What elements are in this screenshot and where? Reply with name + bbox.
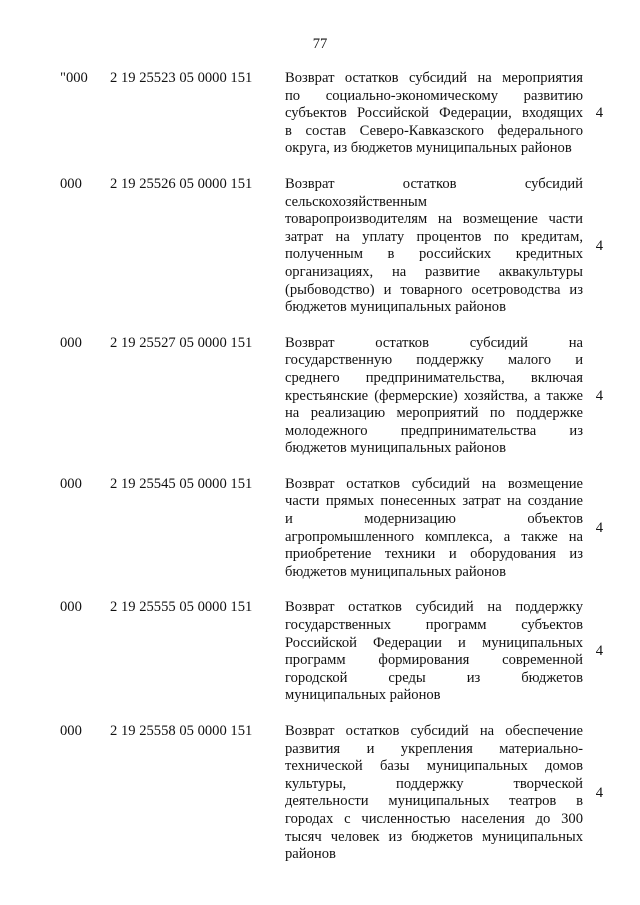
- description-line: Возврат остатков субсидий на обеспечение: [285, 723, 583, 739]
- table-row: [60, 599, 610, 705]
- description-line: районов: [285, 846, 336, 863]
- column-value: 4: [595, 237, 603, 254]
- description-line: бюджетов муниципальных районов: [285, 299, 506, 316]
- description-line: государственную поддержку малого и: [285, 352, 583, 369]
- description: [285, 599, 583, 705]
- description: [285, 70, 583, 158]
- budget-code: 2 19 25523 05 0000 151: [110, 70, 253, 86]
- description-line: на реализацию мероприятий по поддержке: [285, 405, 583, 422]
- description-line: Российской Федерации и муниципальных: [285, 634, 583, 651]
- description-line: субъектов Российской Федерации, входящих: [285, 105, 583, 122]
- description-line: муниципальных районов: [285, 687, 441, 704]
- description-line: городской среды из бюджетов: [285, 669, 583, 686]
- description: [285, 176, 583, 317]
- column-value: 4: [595, 784, 603, 801]
- description-line: по социально-экономическому развитию: [285, 87, 583, 104]
- table-row: [60, 335, 610, 458]
- description-line: Возврат остатков субсидий на мероприятия: [285, 70, 583, 86]
- description-line: Возврат остатков субсидий: [285, 175, 583, 192]
- description-line: и модернизацию объектов: [285, 511, 583, 528]
- table-row: [60, 723, 610, 864]
- description-line: культуры, поддержку творческой: [285, 775, 583, 792]
- admin-code: 000: [60, 175, 82, 192]
- description-line: развития и укрепления материально-: [285, 740, 583, 757]
- admin-code: "000: [60, 70, 88, 86]
- column-value: 4: [595, 519, 603, 536]
- description-line: приобретение техники и оборудования из: [285, 546, 583, 563]
- description-line: в состав Северо-Кавказского федерального: [285, 122, 583, 139]
- description-line: деятельности муниципальных театров в: [285, 793, 583, 810]
- admin-code: 000: [60, 723, 82, 739]
- description-line: молодежного предпринимательства из: [285, 422, 583, 439]
- admin-code: 000: [60, 475, 82, 492]
- description-line: Возврат остатков субсидий на: [285, 334, 583, 351]
- table-row: [60, 70, 610, 158]
- budget-code: 2 19 25526 05 0000 151: [110, 175, 253, 192]
- description-line: бюджетов муниципальных районов: [285, 563, 506, 580]
- description-line: товаропроизводителям на возмещение части: [285, 211, 583, 228]
- description-line: крестьянские (фермерские) хозяйства, а также: [285, 387, 583, 404]
- description-line: тысяч человек из бюджетов муниципальных: [285, 828, 583, 845]
- budget-code: 2 19 25527 05 0000 151: [110, 334, 253, 351]
- description-line: Возврат остатков субсидий на поддержку: [285, 599, 583, 616]
- description-line: агропромышленного комплекса, а также на: [285, 528, 583, 545]
- table-row: [60, 176, 610, 317]
- column-value: 4: [595, 387, 603, 404]
- column-value: 4: [595, 643, 603, 660]
- description-line: (рыбоводство) и товарного осетроводства из: [285, 281, 583, 298]
- description-line: округа, из бюджетов муниципальных районов: [285, 140, 572, 157]
- page-number: 77: [312, 36, 328, 52]
- description-line: полученным в российских кредитных: [285, 246, 583, 263]
- description: [285, 723, 583, 864]
- description-line: технической базы муниципальных домов: [285, 758, 583, 775]
- description: [285, 476, 583, 582]
- description-line: бюджетов муниципальных районов: [285, 440, 506, 457]
- description-line: затрат на уплату процентов по кредитам,: [285, 228, 583, 245]
- column-value: 4: [595, 105, 603, 122]
- admin-code: 000: [60, 334, 82, 351]
- classification-table: [60, 70, 610, 882]
- description-line: среднего предпринимательства, включая: [285, 369, 583, 386]
- description-line: сельскохозяйственным: [285, 193, 427, 210]
- budget-code: 2 19 25555 05 0000 151: [110, 599, 253, 616]
- description-line: организациях, на развитие аквакультуры: [285, 263, 583, 280]
- description-line: программ формирования современной: [285, 652, 583, 669]
- description-line: Возврат остатков субсидий на возмещение: [285, 475, 583, 492]
- admin-code: 000: [60, 599, 82, 616]
- description-line: государственных программ субъектов: [285, 617, 583, 634]
- table-row: [60, 476, 610, 582]
- budget-code: 2 19 25558 05 0000 151: [110, 723, 253, 739]
- description-line: части прямых понесенных затрат на создание: [285, 493, 583, 510]
- description: [285, 335, 583, 458]
- description-line: городах с численностью населения до 300: [285, 810, 583, 827]
- budget-code: 2 19 25545 05 0000 151: [110, 475, 253, 492]
